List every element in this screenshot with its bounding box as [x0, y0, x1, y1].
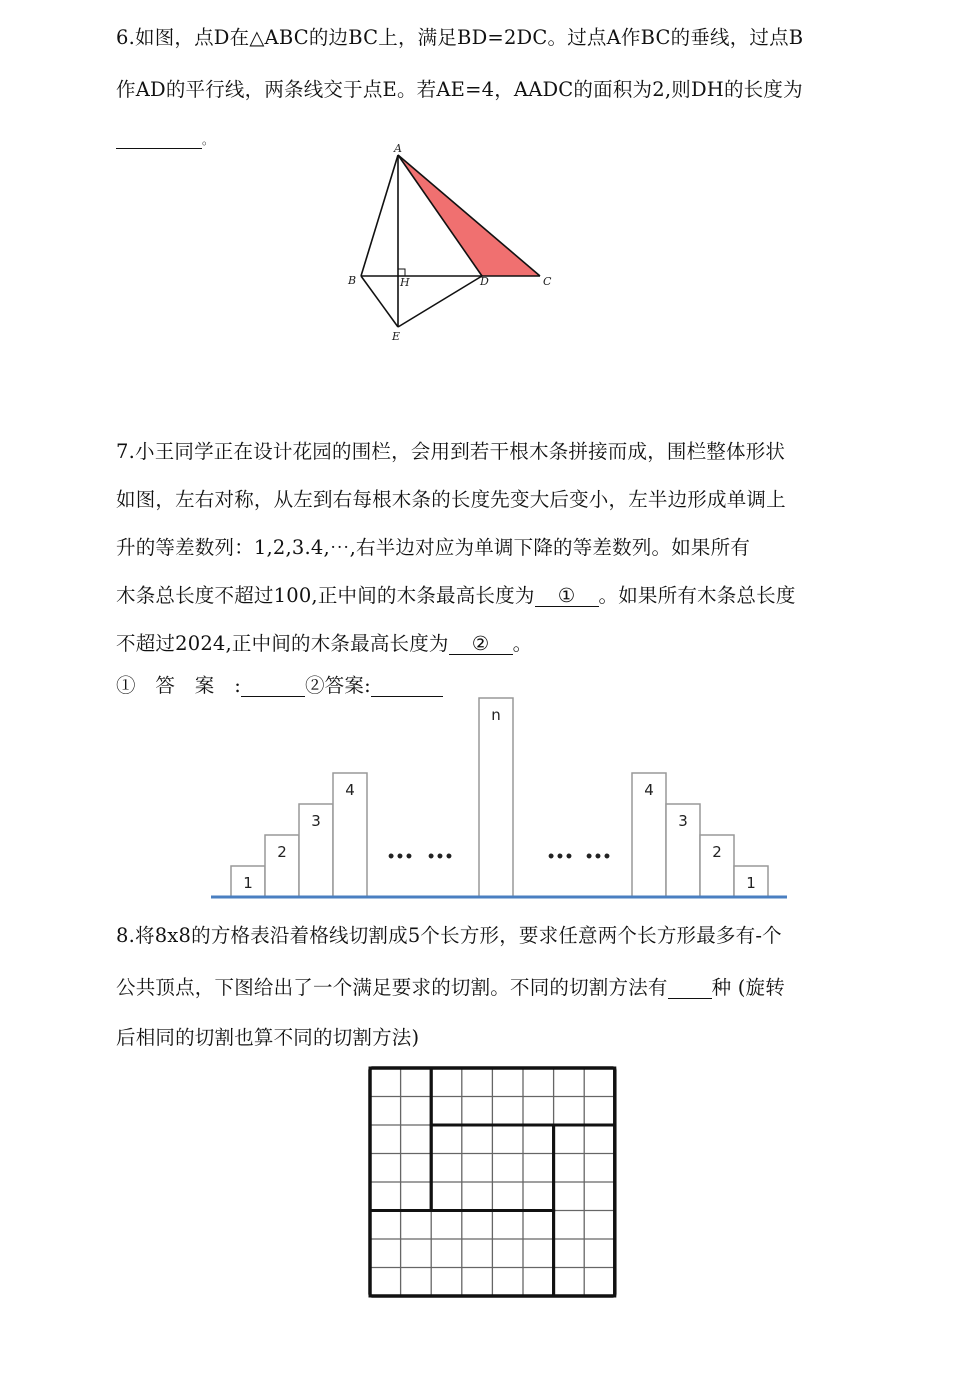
q8-line2-part-b: 种 (旋转: [711, 976, 785, 999]
q7-answer-1-label: ① 答 案 :: [116, 674, 241, 697]
segment-de: [398, 276, 482, 327]
label-a: A: [394, 142, 402, 155]
q7-line5-part-b: 。: [512, 632, 533, 655]
fence-bar-right-4-label: 1: [746, 874, 756, 892]
q8-text-line-3: 后相同的切割也算不同的切割方法): [116, 1026, 420, 1049]
q7-text-line-2: 如图，左右对称，从左到右每根木条的长度先变大后变小，左半边形成单调上: [116, 488, 786, 511]
segment-be: [361, 276, 398, 327]
fence-bar-left-1-label: 1: [243, 874, 253, 892]
fence-bar-left-2-label: 2: [277, 843, 287, 861]
fence-bar-center-label: n: [491, 706, 501, 724]
q7-fence-figure: [195, 690, 845, 920]
q7-answer-2-label: ②答案:: [304, 674, 371, 697]
q7-line4-part-b: 。如果所有木条总长度: [598, 584, 796, 607]
fence-ellipsis-4: •••: [584, 849, 612, 865]
label-h: H: [400, 276, 410, 289]
q7-blank-1[interactable]: ①: [535, 586, 599, 607]
segment-ab: [361, 155, 398, 276]
label-e: E: [392, 330, 401, 343]
q8-text-line-2: [116, 972, 785, 1000]
q7-text-line-4: [116, 580, 796, 608]
q7-text-line-1: 7.小王同学正在设计花园的围栏，会用到若干根木条拼接而成，围栏整体形状: [116, 440, 786, 463]
label-d: D: [480, 275, 489, 288]
fence-bar-left-3-label: 3: [311, 812, 321, 830]
q8-grid-figure: [362, 1062, 622, 1302]
q6-geometry-figure: [330, 140, 570, 350]
fence-ellipsis-2: •••: [426, 849, 454, 865]
right-angle-mark: [398, 269, 405, 276]
q6-text-line-3: [116, 126, 214, 149]
q7-blank-2[interactable]: ②: [449, 634, 513, 655]
q6-text-line-2: 作AD的平行线，两条线交于点E。若AE=4，AADC的面积为2,则DH的长度为: [116, 78, 803, 101]
fence-bar-center: [479, 698, 513, 897]
q6-answer-blank[interactable]: [116, 128, 202, 149]
q8-line2-part-a: 公共顶点，下图给出了一个满足要求的切割。不同的切割方法有: [116, 976, 668, 999]
label-b: B: [348, 274, 357, 287]
fence-bar-right-2-label: 3: [678, 812, 688, 830]
fence-ellipsis-1: •••: [386, 849, 414, 865]
q7-line4-part-a: 木条总长度不超过100,正中间的木条最高长度为: [116, 584, 535, 607]
fence-bar-right-1-label: 4: [644, 781, 654, 799]
q6-period: 。: [202, 133, 215, 147]
q8-text-line-1: 8.将8x8的方格表沿着格线切割成5个长方形，要求任意两个长方形最多有-个: [116, 924, 782, 947]
q7-text-line-5: [116, 628, 532, 656]
q8-answer-blank[interactable]: [668, 978, 712, 999]
fence-bar-left-4-label: 4: [345, 781, 355, 799]
q7-line5-part-a: 不超过2024,正中间的木条最高长度为: [116, 632, 449, 655]
fence-ellipsis-3: •••: [546, 849, 574, 865]
fence-bar-right-3-label: 2: [712, 843, 722, 861]
q6-text-line-1: 6.如图，点D在△ABC的边BC上，满足BD=2DC。过点A作BC的垂线，过点B: [116, 26, 804, 49]
label-c: C: [543, 275, 552, 288]
q7-text-line-3: 升的等差数列：1,2,3.4,⋯,右半边对应为单调下降的等差数列。如果所有: [116, 536, 751, 559]
